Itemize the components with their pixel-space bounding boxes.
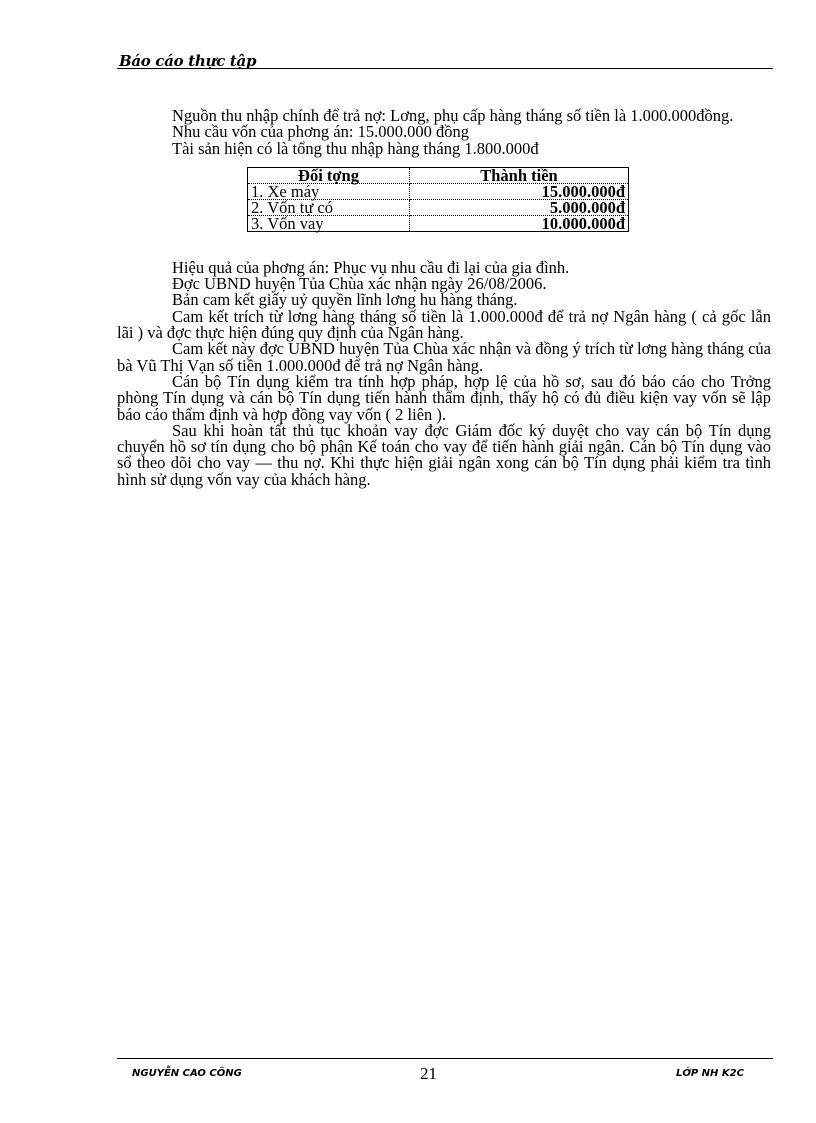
paragraph-assets: Tài sản hiện có là tổng thu nhập hàng tháng 1.800.000đ	[172, 138, 539, 158]
table-row	[248, 215, 629, 231]
header-title: Báo cáo thực tập	[119, 52, 257, 70]
paragraph-capital-need: Nhu cầu vốn của phơng án: 15.000.000 đồng	[172, 122, 469, 142]
table-cell-name: 3. Vốn vay	[248, 215, 410, 231]
table-header-object: Đối tợng	[248, 167, 410, 183]
body-text	[117, 108, 771, 488]
table-header-amount: Thành tiền	[410, 167, 629, 183]
capital-table	[247, 167, 629, 232]
table-cell-name: 1. Xe máy	[248, 183, 410, 199]
capital-table-wrapper	[247, 167, 629, 232]
paragraph-commitment-confirmation: Cam kết này đợc UBND huyện Tủa Chùa xác nhận và đồng ý trích từ lơng hàng tháng của bà Vũ Thị Vạn số tiền 1.000.000đ để trả nợ Ngân hàng.	[117, 339, 771, 375]
page-number: 21	[420, 1064, 437, 1083]
table-header-row	[248, 167, 629, 183]
paragraph-income-source: Nguồn thu nhập chính để trả nợ: Lơng, phụ cấp hàng tháng số tiền là 1.000.000đồng.	[172, 106, 734, 125]
table-cell-amount: 10.000.000đ	[410, 215, 629, 231]
table-row	[248, 199, 629, 215]
footer-divider	[117, 1058, 773, 1059]
paragraph-ubnd-confirmation: Đợc UBND huyện Tủa Chùa xác nhận ngày 26/08/2006.	[172, 274, 547, 294]
footer-class: LỚP NH K2C	[676, 1068, 744, 1079]
header-divider	[117, 68, 773, 69]
paragraph-pension-authorization: Bản cam kết giấy uỷ quyền lĩnh lơng hu hàng tháng.	[172, 290, 518, 310]
paragraph-effectiveness: Hiệu quả của phơng án: Phục vụ nhu cầu đi lại của gia đình.	[172, 257, 570, 277]
table-cell-name: 2. Vốn tự có	[248, 199, 410, 215]
paragraph-disbursement: Sau khi hoàn tất thủ tục khoản vay đợc Giám đốc ký duyệt cho vay cán bộ Tín dụng chuyển hồ sơ tín dụng cho bộ phận Kế toán cho vay để tiến hành giải ngân. Cán bộ Tín dụng vào sổ theo dõi cho vay — thu nợ. Khi thực hiện giải ngân xong cán bộ Tín dụng phải kiểm tra tình hình sử dụng vốn vay của khách hàng.	[117, 420, 771, 489]
table-cell-amount: 15.000.000đ	[410, 183, 629, 199]
table-cell-amount: 5.000.000đ	[410, 199, 629, 215]
table-row	[248, 183, 629, 199]
footer-author: NGUYỄN CAO CÔNG	[132, 1068, 242, 1079]
paragraph-salary-commitment: Cam kết trích từ lơng hàng tháng số tiền là 1.000.000đ để trả nợ Ngân hàng ( cả gốc lẫn lãi ) và đợc thực hiện đúng quy định của Ngân hàng.	[117, 306, 771, 343]
paragraph-credit-officer-check: Cán bộ Tín dụng kiểm tra tính hợp pháp, hợp lệ của hồ sơ, sau đó báo cáo cho Trởng phòng Tín dụng và cán bộ Tín dụng tiến hành thẩm định, thấy hộ có đủ điều kiện vay vốn sẽ lập báo cáo thẩm định và hợp đồng vay vốn ( 2 liên ).	[117, 371, 771, 424]
